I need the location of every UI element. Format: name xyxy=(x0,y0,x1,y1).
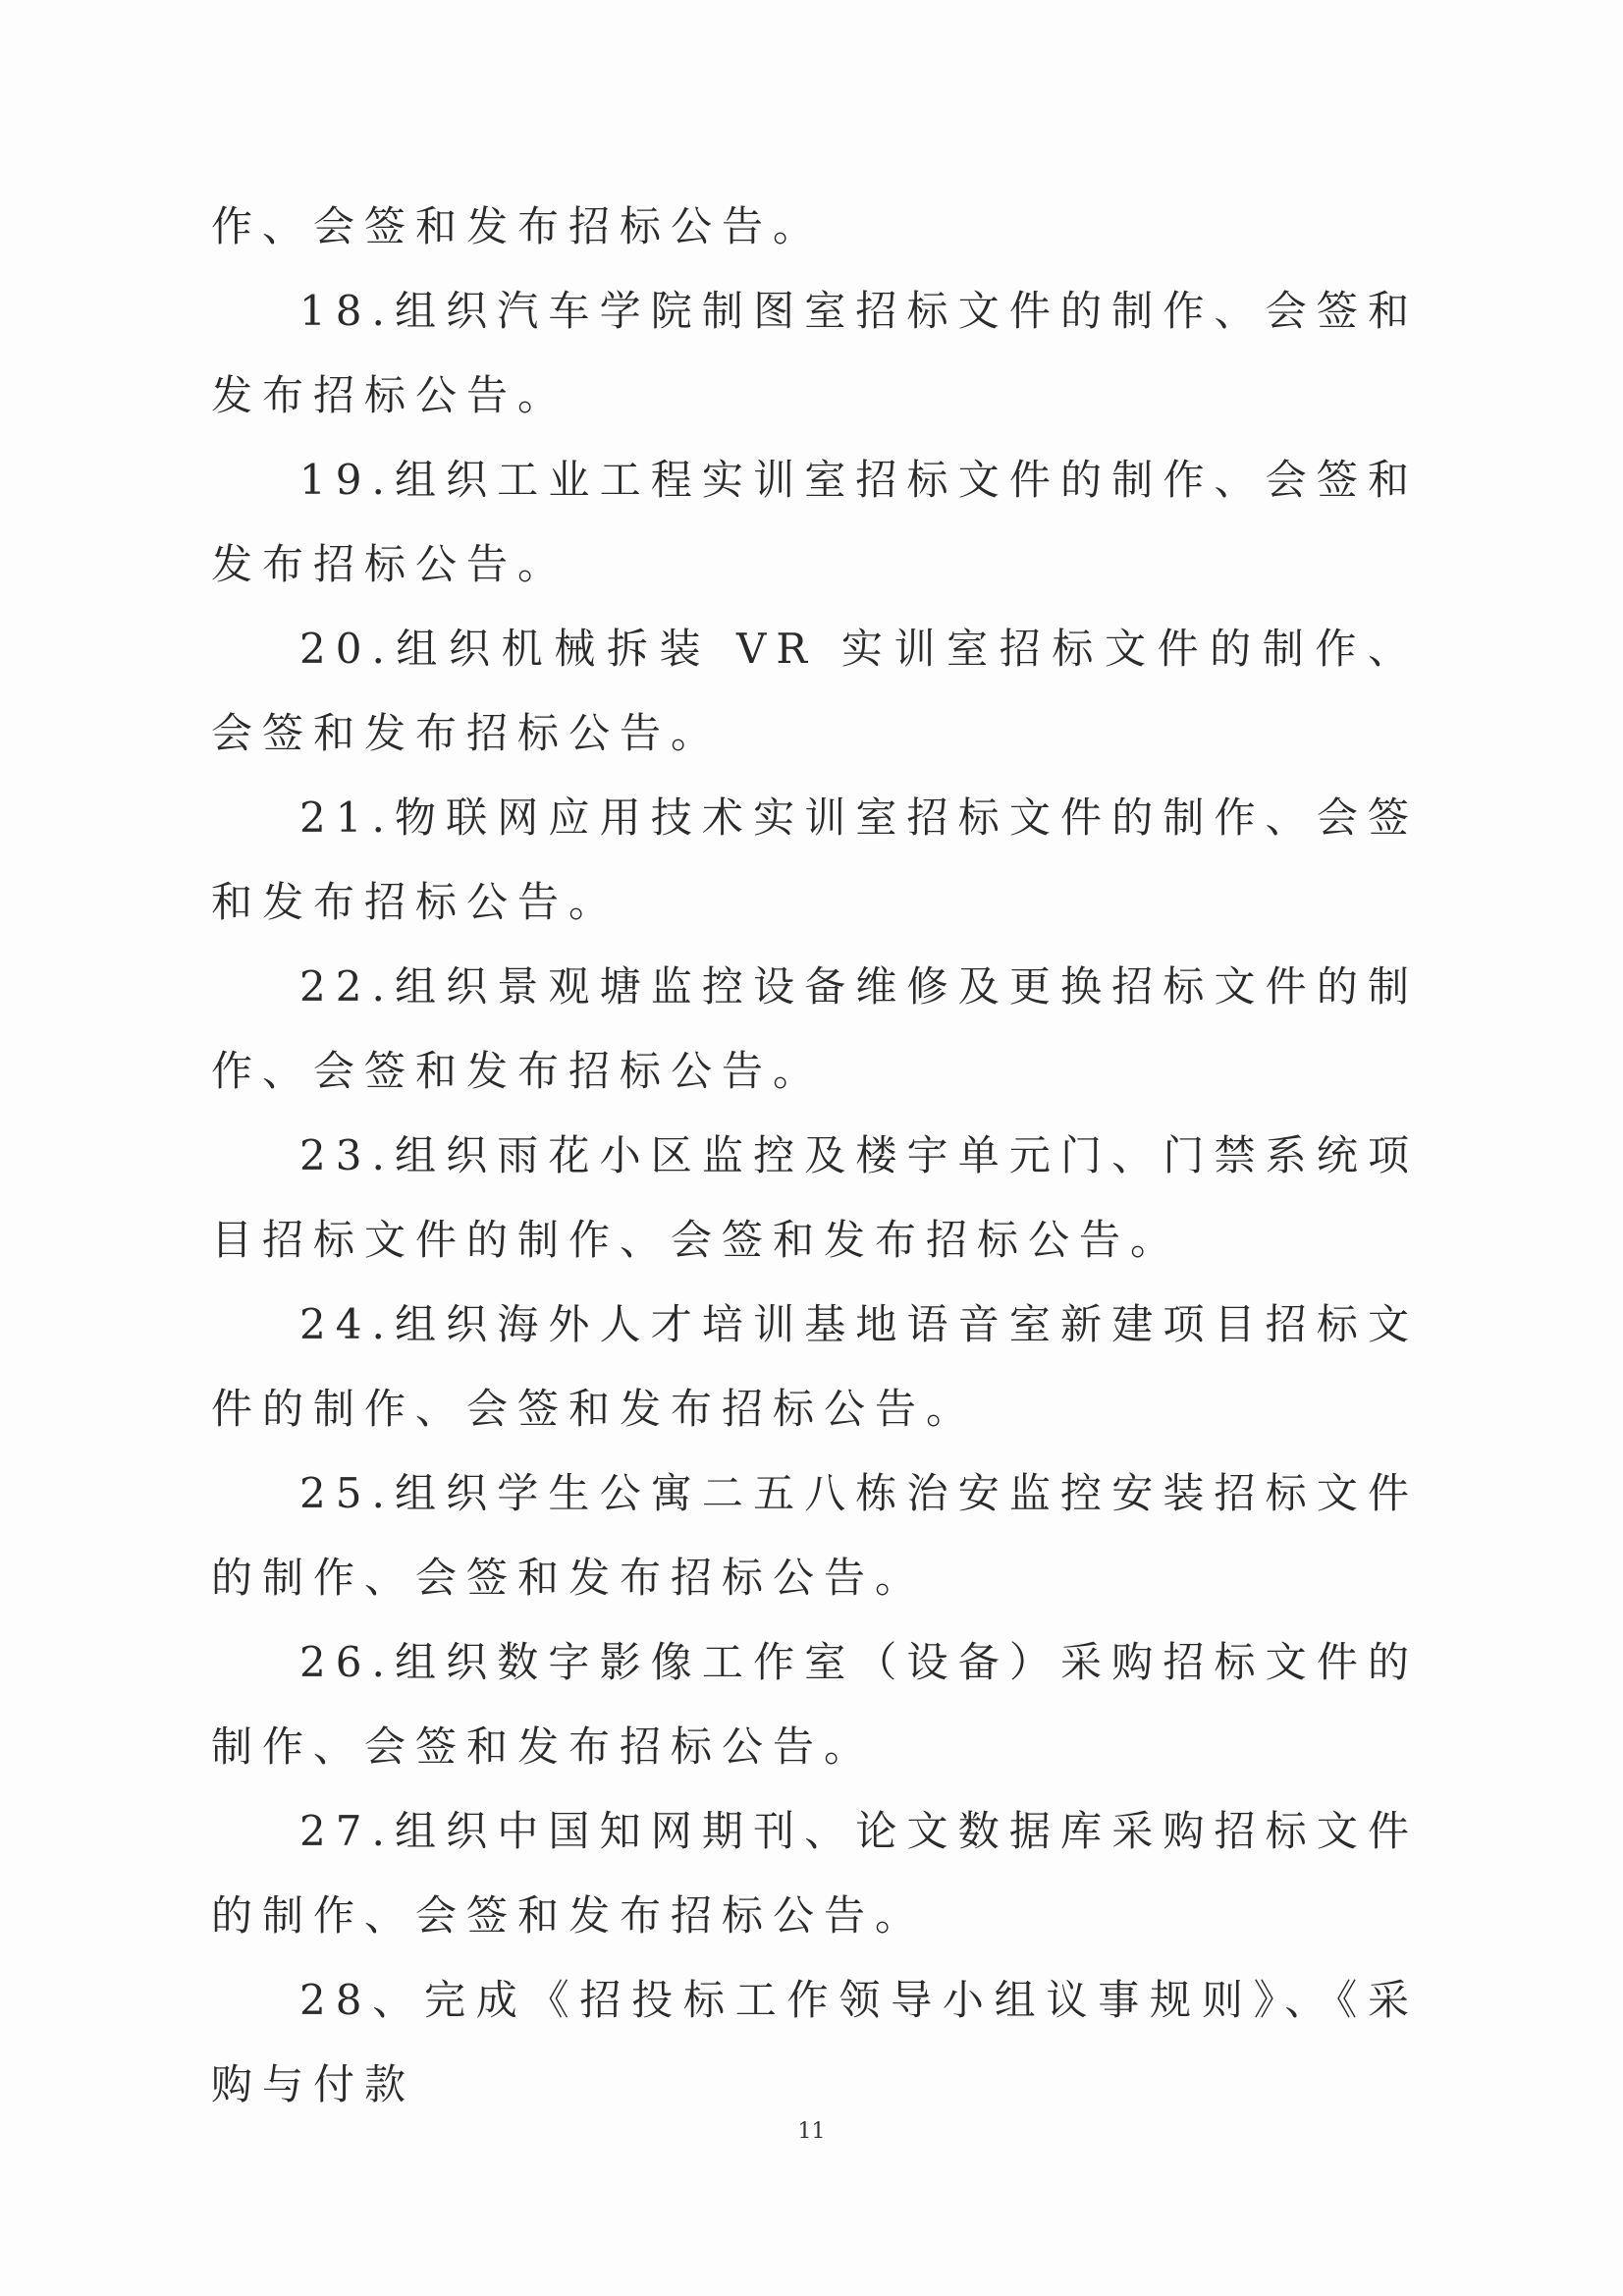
list-item-22: 22.组织景观塘监控设备维修及更换招标文件的制作、会签和发布招标公告。 xyxy=(211,962,1419,1095)
list-item-25: 25.组织学生公寓二五八栋治安监控安装招标文件的制作、会签和发布招标公告。 xyxy=(211,1469,1419,1602)
list-item-19: 19.组织工业工程实训室招标文件的制作、会签和发布招标公告。 xyxy=(211,456,1419,588)
list-item-18: 18.组织汽车学院制图室招标文件的制作、会签和发布招标公告。 xyxy=(211,287,1419,419)
list-item-20: 20.组织机械拆装 VR 实训室招标文件的制作、会签和发布招标公告。 xyxy=(211,625,1419,757)
list-item-26: 26.组织数字影像工作室（设备）采购招标文件的制作、会签和发布招标公告。 xyxy=(211,1638,1419,1771)
paragraph-continuation: 作、会签和发布招标公告。 xyxy=(211,202,825,250)
list-item-23: 23.组织雨花小区监控及楼宇单元门、门禁系统项目招标文件的制作、会签和发布招标公告。 xyxy=(211,1131,1419,1264)
body-text xyxy=(211,185,1419,2127)
list-item-21: 21.物联网应用技术实训室招标文件的制作、会签和发布招标公告。 xyxy=(211,793,1419,926)
list-item-28: 28、完成《招投标工作领导小组议事规则》、《采购与付款 xyxy=(211,1976,1419,2108)
list-item-24: 24.组织海外人才培训基地语音室新建项目招标文件的制作、会签和发布招标公告。 xyxy=(211,1300,1419,1433)
list-item-27: 27.组织中国知网期刊、论文数据库采购招标文件的制作、会签和发布招标公告。 xyxy=(211,1807,1419,1940)
page-number: 11 xyxy=(797,2119,826,2144)
